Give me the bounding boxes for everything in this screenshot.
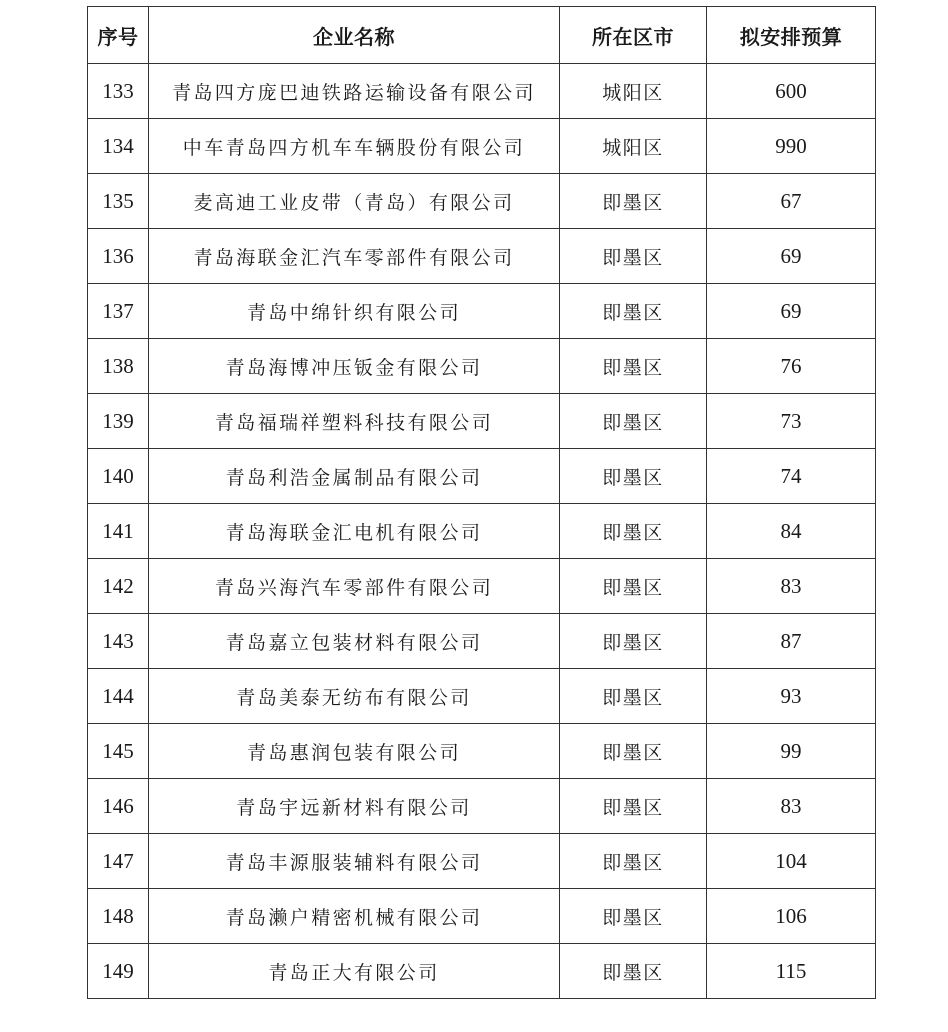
cell-district: 即墨区	[560, 229, 707, 284]
table-row	[88, 504, 876, 559]
table-row	[88, 174, 876, 229]
cell-budget: 73	[707, 394, 876, 449]
cell-company-name: 青岛宇远新材料有限公司	[149, 779, 560, 834]
cell-company-name: 青岛丰源服装辅料有限公司	[149, 834, 560, 889]
cell-budget: 74	[707, 449, 876, 504]
cell-company-name: 中车青岛四方机车车辆股份有限公司	[149, 119, 560, 174]
cell-district: 即墨区	[560, 284, 707, 339]
header-district: 所在区市	[560, 7, 707, 64]
cell-district: 城阳区	[560, 64, 707, 119]
table-header-row	[88, 7, 876, 64]
table-row	[88, 559, 876, 614]
table-row	[88, 284, 876, 339]
cell-company-name: 青岛嘉立包装材料有限公司	[149, 614, 560, 669]
cell-district: 即墨区	[560, 944, 707, 999]
cell-serial-number: 138	[88, 339, 149, 394]
cell-serial-number: 149	[88, 944, 149, 999]
cell-budget: 83	[707, 779, 876, 834]
cell-company-name: 青岛海博冲压钣金有限公司	[149, 339, 560, 394]
cell-district: 即墨区	[560, 889, 707, 944]
cell-serial-number: 133	[88, 64, 149, 119]
cell-company-name: 青岛濑户精密机械有限公司	[149, 889, 560, 944]
cell-budget: 84	[707, 504, 876, 559]
cell-serial-number: 141	[88, 504, 149, 559]
enterprise-budget-table	[87, 6, 876, 999]
table-row	[88, 339, 876, 394]
cell-district: 即墨区	[560, 724, 707, 779]
table-row	[88, 64, 876, 119]
cell-company-name: 麦高迪工业皮带（青岛）有限公司	[149, 174, 560, 229]
cell-company-name: 青岛福瑞祥塑料科技有限公司	[149, 394, 560, 449]
table-row	[88, 669, 876, 724]
cell-district: 即墨区	[560, 394, 707, 449]
cell-serial-number: 135	[88, 174, 149, 229]
table-row	[88, 119, 876, 174]
table-row	[88, 229, 876, 284]
cell-serial-number: 139	[88, 394, 149, 449]
header-proposed-budget: 拟安排预算	[707, 7, 876, 64]
header-serial-number: 序号	[88, 7, 149, 64]
cell-company-name: 青岛惠润包装有限公司	[149, 724, 560, 779]
cell-company-name: 青岛正大有限公司	[149, 944, 560, 999]
cell-company-name: 青岛海联金汇汽车零部件有限公司	[149, 229, 560, 284]
cell-serial-number: 136	[88, 229, 149, 284]
header-company-name: 企业名称	[149, 7, 560, 64]
cell-district: 即墨区	[560, 559, 707, 614]
cell-budget: 104	[707, 834, 876, 889]
cell-company-name: 青岛兴海汽车零部件有限公司	[149, 559, 560, 614]
cell-district: 即墨区	[560, 449, 707, 504]
table-row	[88, 614, 876, 669]
table-row	[88, 834, 876, 889]
cell-district: 即墨区	[560, 779, 707, 834]
cell-serial-number: 148	[88, 889, 149, 944]
table-row	[88, 724, 876, 779]
cell-serial-number: 147	[88, 834, 149, 889]
cell-budget: 67	[707, 174, 876, 229]
cell-budget: 115	[707, 944, 876, 999]
cell-budget: 99	[707, 724, 876, 779]
cell-budget: 69	[707, 229, 876, 284]
cell-budget: 93	[707, 669, 876, 724]
cell-serial-number: 145	[88, 724, 149, 779]
cell-serial-number: 146	[88, 779, 149, 834]
cell-district: 即墨区	[560, 834, 707, 889]
table-row	[88, 779, 876, 834]
cell-serial-number: 137	[88, 284, 149, 339]
cell-district: 即墨区	[560, 174, 707, 229]
cell-serial-number: 143	[88, 614, 149, 669]
cell-budget: 76	[707, 339, 876, 394]
cell-budget: 87	[707, 614, 876, 669]
cell-serial-number: 142	[88, 559, 149, 614]
cell-district: 即墨区	[560, 504, 707, 559]
table-row	[88, 944, 876, 999]
cell-company-name: 青岛美泰无纺布有限公司	[149, 669, 560, 724]
cell-budget: 990	[707, 119, 876, 174]
cell-company-name: 青岛四方庞巴迪铁路运输设备有限公司	[149, 64, 560, 119]
table-row	[88, 394, 876, 449]
cell-district: 即墨区	[560, 614, 707, 669]
cell-company-name: 青岛利浩金属制品有限公司	[149, 449, 560, 504]
cell-budget: 106	[707, 889, 876, 944]
table-row	[88, 449, 876, 504]
cell-company-name: 青岛中绵针织有限公司	[149, 284, 560, 339]
cell-serial-number: 134	[88, 119, 149, 174]
cell-district: 城阳区	[560, 119, 707, 174]
cell-budget: 83	[707, 559, 876, 614]
cell-serial-number: 140	[88, 449, 149, 504]
table-row	[88, 889, 876, 944]
cell-budget: 600	[707, 64, 876, 119]
cell-company-name: 青岛海联金汇电机有限公司	[149, 504, 560, 559]
cell-district: 即墨区	[560, 669, 707, 724]
table-body	[88, 64, 876, 999]
cell-serial-number: 144	[88, 669, 149, 724]
cell-district: 即墨区	[560, 339, 707, 394]
cell-budget: 69	[707, 284, 876, 339]
